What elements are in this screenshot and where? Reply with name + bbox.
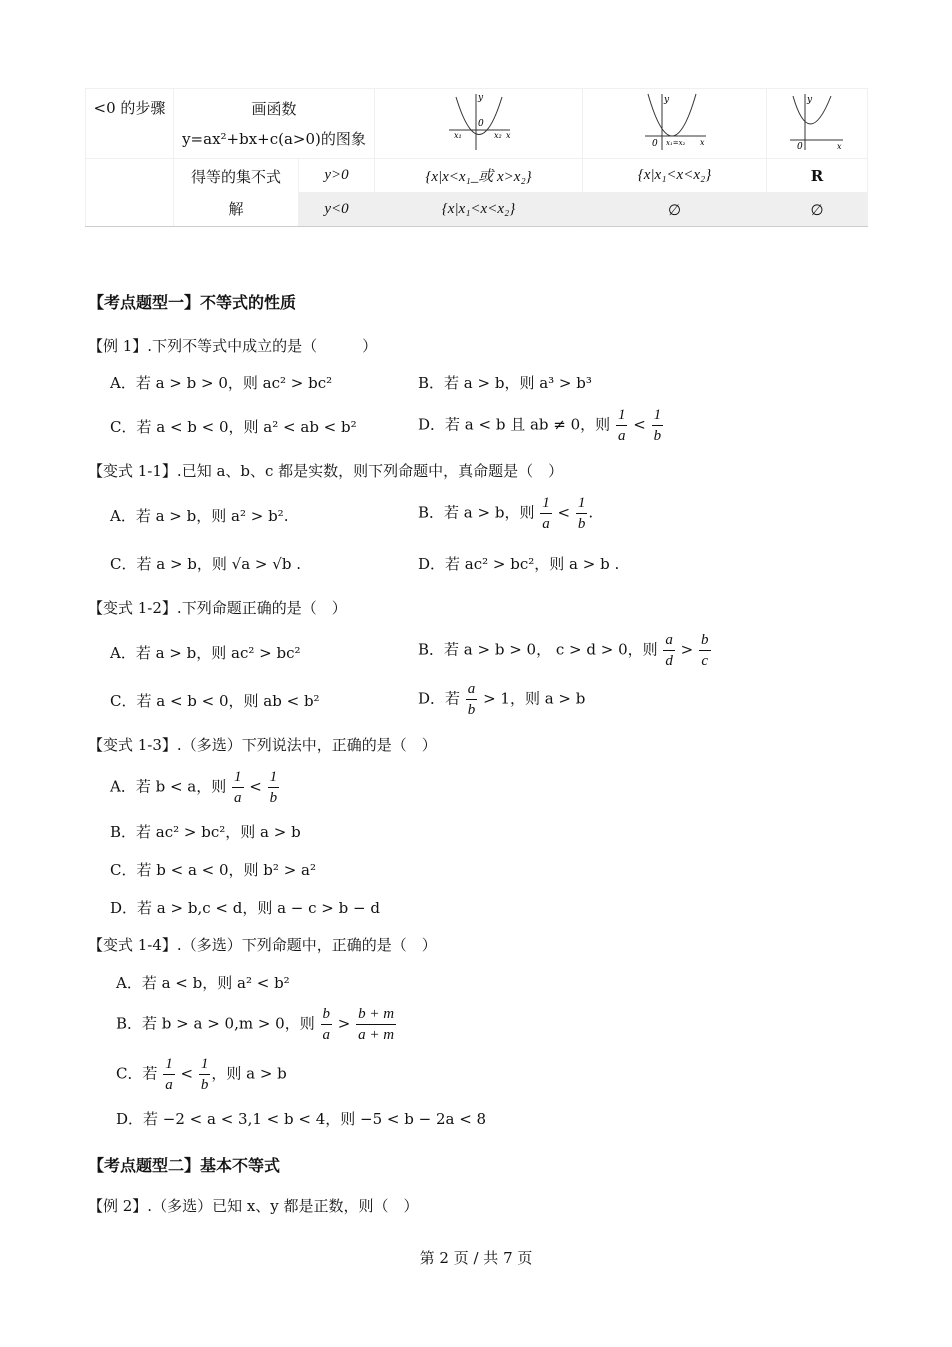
option-a	[110, 642, 301, 663]
neg-double-root: ∅	[583, 193, 767, 227]
option-c	[110, 859, 316, 880]
option-text: B．若 a > b > 0， c > d > 0，则	[418, 640, 663, 659]
option-c	[110, 553, 301, 574]
question-title: 【变式 1-3】.（多选）下列说法中，正确的是（ ）	[88, 736, 437, 754]
option-text: D．若 a < b 且 ab ≠ 0，则	[418, 415, 615, 434]
svg-text:0: 0	[651, 138, 658, 149]
denominator: b	[653, 428, 662, 444]
option-text: >	[333, 1014, 356, 1033]
numerator: a	[466, 679, 478, 700]
steps-label: <0 的步骤	[86, 89, 174, 159]
option-d	[110, 897, 380, 918]
option-text: A．若 a < b，则 a² < b²	[116, 974, 290, 992]
option-text: D．若	[418, 689, 465, 708]
fraction	[699, 630, 711, 671]
section-heading-1: 【考点题型一】不等式的性质	[88, 293, 297, 312]
option-c	[116, 1054, 287, 1095]
numerator: 1	[232, 767, 244, 788]
option-d	[418, 553, 619, 574]
numerator: 1	[163, 1054, 175, 1075]
option-text: C．若 a < b < 0，则 a² < ab < b²	[110, 418, 357, 436]
page-footer: 第 2 页 / 共 7 页	[419, 1249, 533, 1267]
numerator: 1	[652, 405, 664, 426]
fraction	[616, 405, 628, 446]
option-d	[418, 405, 664, 446]
option-text: ，则 a > b	[211, 1064, 287, 1083]
option-text: C．若 a < b < 0，则 ab < b²	[110, 692, 320, 710]
option-text: D．若 ac² > bc²，则 a > b .	[418, 555, 620, 573]
svg-text:x₁: x₁	[453, 130, 462, 140]
option-b	[110, 821, 301, 842]
option-a	[116, 972, 290, 993]
option-text: A．若 a > b，则 a² > b².	[110, 507, 289, 525]
denominator: d	[665, 653, 673, 669]
option-text: A．若 a > b，则 ac² > bc²	[110, 644, 301, 662]
option-text: C．若	[116, 1064, 163, 1083]
solution-set-label: 得等的集不式解	[174, 159, 299, 227]
svg-text:y: y	[663, 94, 669, 105]
denominator: a	[165, 1077, 173, 1093]
denominator: a + m	[358, 1027, 395, 1043]
fraction	[466, 679, 478, 720]
fraction	[576, 493, 588, 534]
svg-text:0: 0	[477, 118, 484, 129]
svg-text:x₁=x₂: x₁=x₂	[665, 138, 685, 147]
fraction	[540, 493, 552, 534]
fraction	[199, 1054, 211, 1095]
numerator: 1	[540, 493, 552, 514]
cond-negative: y<0	[299, 193, 375, 227]
option-text: <	[244, 777, 267, 796]
option-a	[110, 505, 288, 526]
option-text: B．若 a > b，则	[418, 503, 540, 522]
option-c	[110, 416, 357, 437]
numerator: b	[699, 630, 711, 651]
numerator: b	[321, 1004, 333, 1025]
option-text: B．若 a > b，则 a³ > b³	[418, 374, 592, 392]
svg-text:x: x	[837, 141, 842, 151]
numerator: 1	[616, 405, 628, 426]
option-d	[116, 1108, 486, 1129]
fraction	[652, 405, 664, 446]
option-text: C．若 a > b，则 √a > √b .	[110, 555, 301, 573]
fraction	[232, 767, 244, 808]
option-text: A．若 b < a，则	[110, 777, 232, 796]
graph-two-roots	[375, 89, 583, 159]
section-heading-2: 【考点题型二】基本不等式	[88, 1156, 281, 1175]
svg-text:x: x	[699, 137, 705, 147]
denominator: a	[234, 790, 242, 806]
option-b	[116, 1004, 397, 1045]
numerator: 1	[268, 767, 280, 788]
y-axis-label: y	[477, 92, 483, 103]
fraction	[163, 1054, 175, 1095]
numerator: 1	[199, 1054, 211, 1075]
option-text: .	[588, 503, 594, 522]
numerator: 1	[576, 493, 588, 514]
denominator: b	[269, 790, 278, 806]
svg-text:0: 0	[797, 141, 803, 152]
option-text: > 1，则 a > b	[478, 689, 586, 708]
question-title: 【例 2】.（多选）已知 x、y 都是正数，则（ ）	[88, 1197, 419, 1215]
denominator: a	[617, 428, 626, 444]
cond-positive: y>0	[299, 159, 375, 193]
option-a	[110, 767, 280, 808]
pos-two-roots: {x|x<x₁_或 x>x₂}	[375, 159, 583, 193]
question-title: 【变式 1-1】.已知 a、b、c 都是实数，则下列命题中，真命题是（ ）	[88, 462, 564, 480]
table-bottom-rule	[85, 226, 868, 227]
graph-double-root	[583, 89, 767, 159]
option-text: >	[675, 640, 698, 659]
graph-no-root	[767, 89, 868, 159]
denominator: a	[322, 1027, 330, 1043]
svg-text:x: x	[505, 130, 511, 140]
denominator: b	[200, 1077, 209, 1093]
svg-text:y: y	[807, 94, 813, 105]
fraction	[663, 630, 675, 671]
svg-text:x₂: x₂	[493, 130, 502, 140]
option-b	[418, 372, 592, 393]
fraction	[356, 1004, 396, 1045]
question-title: 【变式 1-2】.下列命题正确的是（ ）	[88, 599, 347, 617]
question-title: 【例 1】.下列不等式中成立的是（ ）	[88, 337, 378, 355]
option-text: D．若 a > b,c < d，则 a − c > b − d	[110, 899, 380, 917]
option-b	[418, 493, 593, 534]
option-text: B．若 ac² > bc²，则 a > b	[110, 823, 301, 841]
numerator: b + m	[356, 1004, 396, 1025]
graph-label: 画函数 y=ax²+bx+c(a>0)的图象	[174, 89, 375, 159]
option-text: A．若 a > b > 0，则 ac² > bc²	[110, 374, 333, 392]
option-text: B．若 b > a > 0,m > 0，则	[116, 1014, 320, 1033]
denominator: b	[577, 516, 586, 532]
denominator: b	[467, 702, 476, 718]
neg-no-root: ∅	[767, 193, 868, 227]
denominator: c	[701, 653, 709, 669]
fraction	[321, 1004, 333, 1045]
denominator: a	[542, 516, 550, 532]
neg-two-roots: {x|x₁<x<x₂}	[375, 193, 583, 227]
option-c	[110, 690, 320, 711]
fraction	[268, 767, 280, 808]
option-d	[418, 679, 585, 720]
option-text: C．若 b < a < 0，则 b² > a²	[110, 861, 316, 879]
option-text: D．若 −2 < a < 3,1 < b < 4，则 −5 < b − 2a < 8	[116, 1110, 487, 1128]
pos-no-root: R	[767, 159, 868, 193]
option-b	[418, 630, 712, 671]
pos-double-root: {x|x₁<x<x₂}	[583, 159, 767, 193]
numerator: a	[663, 630, 675, 651]
question-title: 【变式 1-4】.（多选）下列命题中，正确的是（ ）	[88, 936, 437, 954]
quadratic-inequality-table	[85, 88, 868, 227]
option-text: <	[552, 503, 575, 522]
option-text: <	[628, 415, 651, 434]
option-text: <	[175, 1064, 198, 1083]
option-a	[110, 372, 332, 393]
